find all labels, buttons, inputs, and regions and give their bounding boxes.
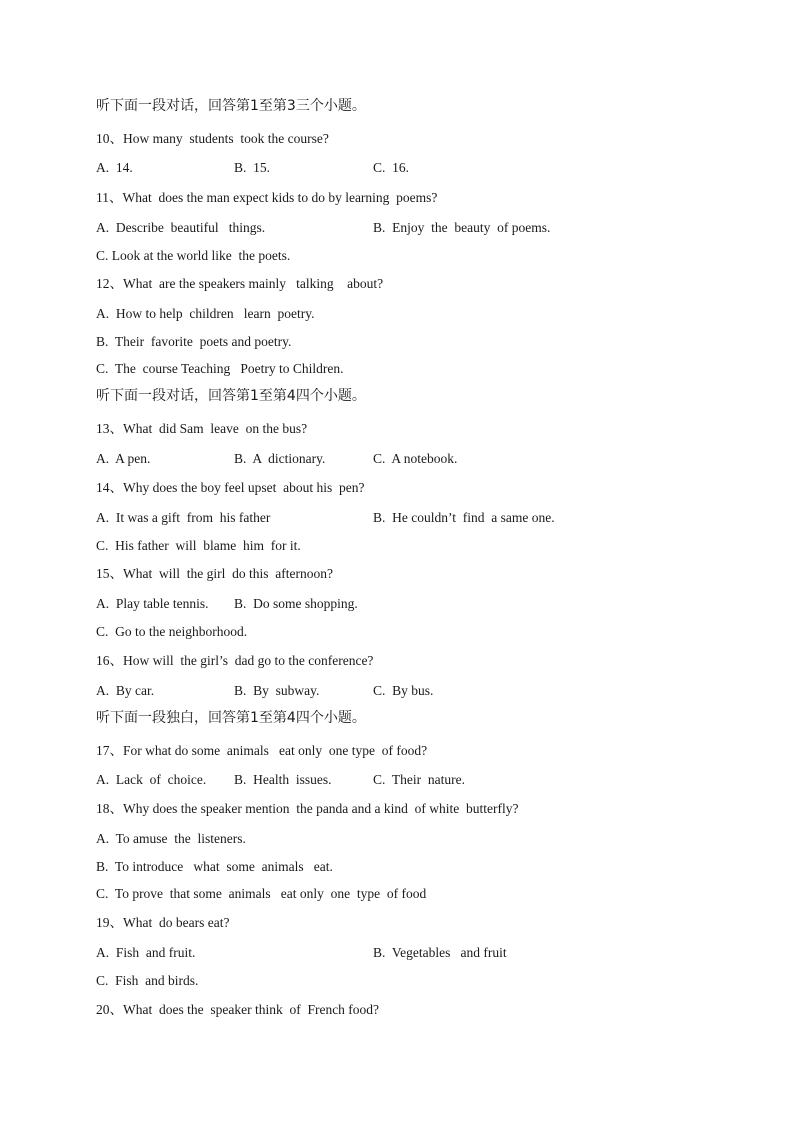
q17-option-a: A. Lack of choice. xyxy=(96,772,207,787)
q19-option-b: B. Vegetables and fruit xyxy=(373,945,507,960)
question-19: 19、What do bears eat? xyxy=(96,915,230,930)
question-13: 13、What did Sam leave on the bus? xyxy=(96,421,308,436)
q10-option-c: C. 16. xyxy=(373,160,410,175)
q13-option-c: C. A notebook. xyxy=(373,451,458,466)
q18-option-c: C. To prove that some animals eat only one type of food xyxy=(96,886,427,901)
q10-option-a: A. 14. xyxy=(96,160,133,175)
q17-option-b: B. Health issues. xyxy=(234,772,332,787)
section-heading: 听下面一段独白，回答第1至第4四个小题。 xyxy=(96,710,366,726)
q12-option-c: C. The course Teaching Poetry to Children. xyxy=(96,361,344,376)
q19-option-a: A. Fish and fruit. xyxy=(96,945,196,960)
q11-option-b: B. Enjoy the beauty of poems. xyxy=(373,220,551,235)
q18-option-a: A. To amuse the listeners. xyxy=(96,831,246,846)
q18-option-b: B. To introduce what some animals eat. xyxy=(96,859,333,874)
q16-option-a: A. By car. xyxy=(96,683,155,698)
question-10: 10、How many students took the course? xyxy=(96,131,329,146)
q14-option-c: C. His father will blame him for it. xyxy=(96,538,301,553)
q15-option-b: B. Do some shopping. xyxy=(234,596,358,611)
q15-option-a: A. Play table tennis. xyxy=(96,596,209,611)
q13-option-b: B. A dictionary. xyxy=(234,451,326,466)
q13-option-a: A. A pen. xyxy=(96,451,151,466)
question-18: 18、Why does the speaker mention the panda and a kind of white butterfly? xyxy=(96,801,519,816)
q14-option-a: A. It was a gift from his father xyxy=(96,510,271,525)
question-20: 20、What does the speaker think of French food? xyxy=(96,1002,380,1017)
q12-option-a: A. How to help children learn poetry. xyxy=(96,306,315,321)
q10-option-b: B. 15. xyxy=(234,160,271,175)
question-12: 12、What are the speakers mainly talking about? xyxy=(96,276,384,291)
q15-option-c: C. Go to the neighborhood. xyxy=(96,624,248,639)
q17-option-c: C. Their nature. xyxy=(373,772,465,787)
q16-option-b: B. By subway. xyxy=(234,683,320,698)
q19-option-c: C. Fish and birds. xyxy=(96,973,199,988)
q11-option-c: C. Look at the world like the poets. xyxy=(96,248,291,263)
question-11: 11、What does the man expect kids to do by learning poems? xyxy=(96,190,438,205)
question-14: 14、Why does the boy feel upset about his pen? xyxy=(96,480,365,495)
question-16: 16、How will the girl’s dad go to the conference? xyxy=(96,653,374,668)
q14-option-b: B. He couldn’t find a same one. xyxy=(373,510,555,525)
q16-option-c: C. By bus. xyxy=(373,683,434,698)
q12-option-b: B. Their favorite poets and poetry. xyxy=(96,334,292,349)
q11-option-a: A. Describe beautiful things. xyxy=(96,220,266,235)
question-17: 17、For what do some animals eat only one type of food? xyxy=(96,743,428,758)
section-heading: 听下面一段对话，回答第1至第3三个小题。 xyxy=(96,98,366,114)
section-heading: 听下面一段对话，回答第1至第4四个小题。 xyxy=(96,388,366,404)
question-15: 15、What will the girl do this afternoon? xyxy=(96,566,333,581)
